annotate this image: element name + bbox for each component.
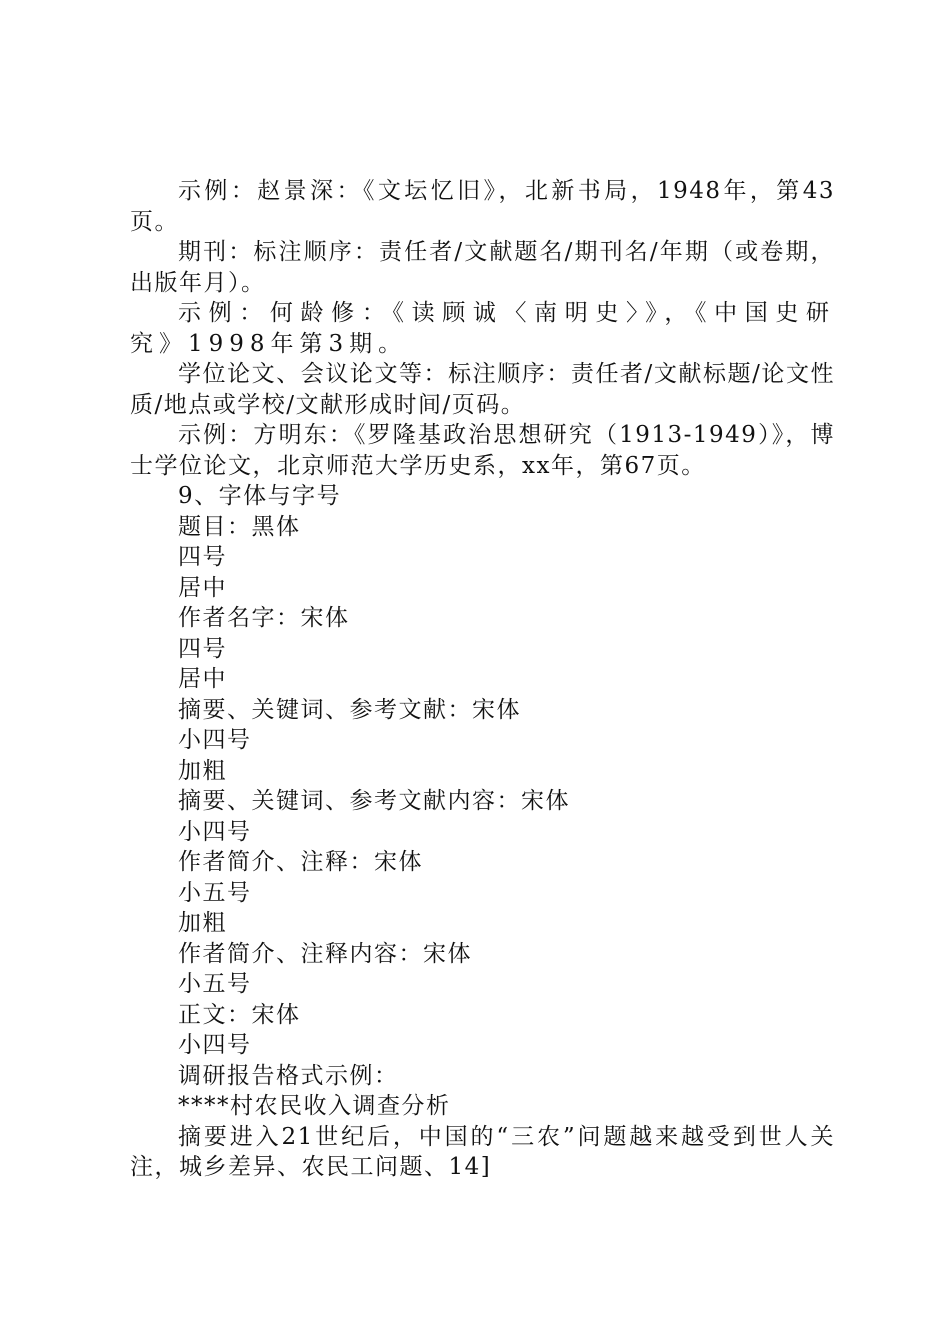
paragraph-book-example: 示例：赵景深：《文坛忆旧》，北新书局，1948年，第43页。	[130, 178, 835, 235]
text-line: 摘要、关键词、参考文献：宋体	[178, 696, 521, 723]
paragraph-journal-order: 期刊：标注顺序：责任者/文献题名/期刊名/年期（或卷期，出版年月）。	[130, 239, 835, 296]
text-line: 作者名字：宋体	[178, 605, 350, 631]
paragraph-thesis-order: 学位论文、会议论文等：标注顺序：责任者/文献标题/论文性质/地点或学校/文献形成时间/页码。	[130, 361, 835, 418]
text-line: 小四号	[178, 1032, 252, 1058]
document-body	[130, 176, 835, 1183]
text-line: 题目：黑体	[178, 513, 301, 540]
text-line: 小五号	[178, 971, 252, 997]
text-line: 居中	[178, 666, 227, 692]
report-title: ****村农民收入调查分析	[178, 1093, 451, 1119]
section-heading-fonts: 9、字体与字号	[178, 483, 342, 509]
text-line: 小四号	[178, 818, 252, 845]
text-line: 摘要、关键词、参考文献内容：宋体	[178, 788, 570, 814]
text-line: 加粗	[178, 757, 227, 784]
paragraph-abstract: 摘要进入21世纪后，中国的“三农”问题越来越受到世人关注，城乡差异、农民工问题、14]	[130, 1123, 835, 1180]
text-line: 正文：宋体	[178, 1001, 301, 1028]
text-line: 加粗	[178, 910, 227, 936]
paragraph-thesis-example: 示例：方明东：《罗隆基政治思想研究（1913-1949）》，博士学位论文，北京师范大学历史系，xx年，第67页。	[130, 422, 835, 479]
text-line: 四号	[178, 635, 227, 662]
text-line: 小五号	[178, 879, 252, 906]
report-example-heading: 调研报告格式示例：	[178, 1062, 399, 1089]
paragraph-journal-example: 示例：何龄修：《读顾诚〈南明史〉》，《中国史研究》1998年第3期。	[130, 300, 835, 357]
text-line: 四号	[178, 544, 227, 570]
text-line: 作者简介、注释：宋体	[178, 849, 423, 875]
text-line: 居中	[178, 574, 227, 601]
text-line: 小四号	[178, 727, 252, 753]
text-line: 作者简介、注释内容：宋体	[178, 940, 472, 967]
